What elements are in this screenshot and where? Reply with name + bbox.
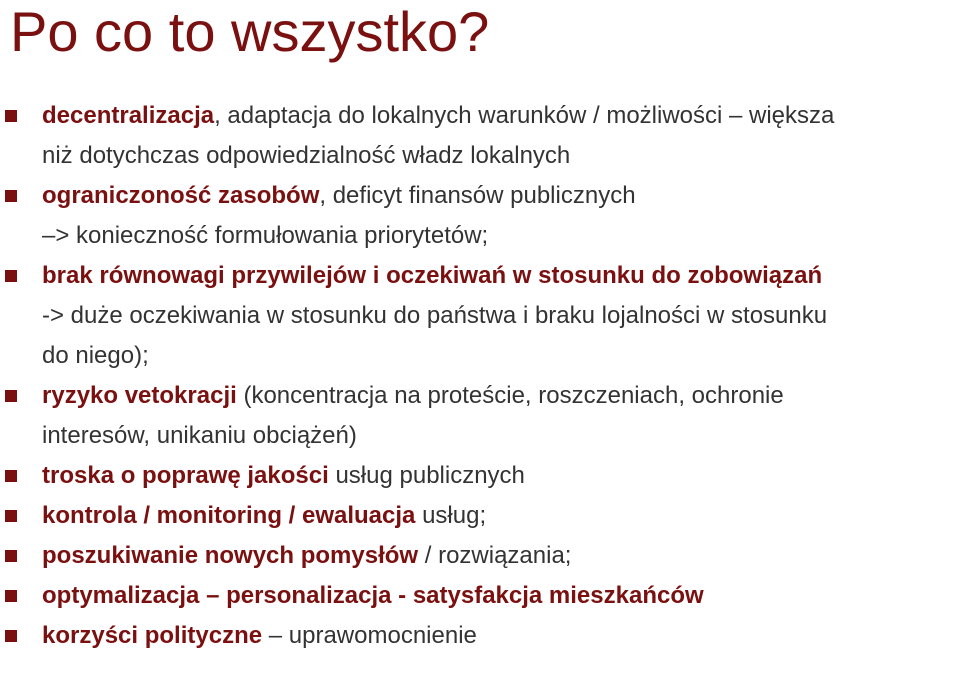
bullet-text: (koncentracja na proteście, roszczeniach, ochronie (236, 382, 784, 409)
bullet-line (42, 416, 956, 456)
square-bullet-icon (5, 510, 17, 522)
square-bullet-icon (5, 110, 17, 122)
bullet-text-bold: optymalizacja – personalizacja - satysfakcja mieszkańców (42, 582, 704, 609)
bullet-item (0, 576, 960, 616)
square-bullet-icon (5, 270, 17, 282)
bullet-text: interesów, unikaniu obciążeń) (42, 422, 357, 449)
bullet-text-bold: ograniczoność zasobów (42, 182, 320, 209)
square-bullet-icon (5, 630, 17, 642)
bullet-item (0, 616, 960, 656)
square-bullet-icon (5, 190, 17, 202)
bullet-line (42, 456, 956, 496)
bullet-text-bold: decentralizacja (42, 102, 215, 129)
bullet-text: , deficyt finansów publicznych (319, 182, 636, 209)
bullet-item (0, 96, 960, 176)
bullet-text-bold: troska o poprawę jakości (42, 462, 329, 489)
bullet-list (0, 96, 960, 656)
square-bullet-icon (5, 470, 17, 482)
bullet-text: usług; (415, 502, 487, 529)
bullet-text: / rozwiązania; (418, 542, 572, 569)
bullet-text: , adaptacja do lokalnych warunków / możliwości – większa (214, 102, 835, 129)
bullet-item (0, 536, 960, 576)
bullet-line (42, 256, 956, 296)
bullet-text: – uprawomocnienie (262, 622, 477, 649)
bullet-line (42, 616, 956, 656)
bullet-line (42, 96, 956, 136)
bullet-line (42, 496, 956, 536)
bullet-text-bold: ryzyko vetokracji (42, 382, 237, 409)
bullet-text: usług publicznych (328, 462, 525, 489)
bullet-item (0, 376, 960, 456)
bullet-text-bold: kontrola / monitoring / ewaluacja (42, 502, 416, 529)
bullet-line (42, 336, 956, 376)
bullet-item (0, 456, 960, 496)
square-bullet-icon (5, 550, 17, 562)
bullet-item (0, 496, 960, 536)
square-bullet-icon (5, 390, 17, 402)
bullet-text: niż dotychczas odpowiedzialność władz lokalnych (42, 142, 571, 169)
bullet-line (42, 296, 956, 336)
bullet-item (0, 256, 960, 376)
bullet-text: –> konieczność formułowania priorytetów; (42, 222, 489, 249)
bullet-line (42, 216, 956, 256)
bullet-text-bold: poszukiwanie nowych pomysłów (42, 542, 419, 569)
bullet-line (42, 136, 956, 176)
slide-title: Po co to wszystko? (10, 0, 490, 63)
bullet-line (42, 176, 956, 216)
bullet-text-bold: brak równowagi przywilejów i oczekiwań w stosunku do zobowiązań (42, 262, 823, 289)
square-bullet-icon (5, 590, 17, 602)
bullet-item (0, 176, 960, 256)
bullet-text: do niego); (42, 342, 149, 369)
bullet-text: -> duże oczekiwania w stosunku do państwa i braku lojalności w stosunku (42, 302, 828, 329)
bullet-line (42, 376, 956, 416)
bullet-text-bold: korzyści polityczne (42, 622, 263, 649)
bullet-line (42, 536, 956, 576)
bullet-line (42, 576, 956, 616)
